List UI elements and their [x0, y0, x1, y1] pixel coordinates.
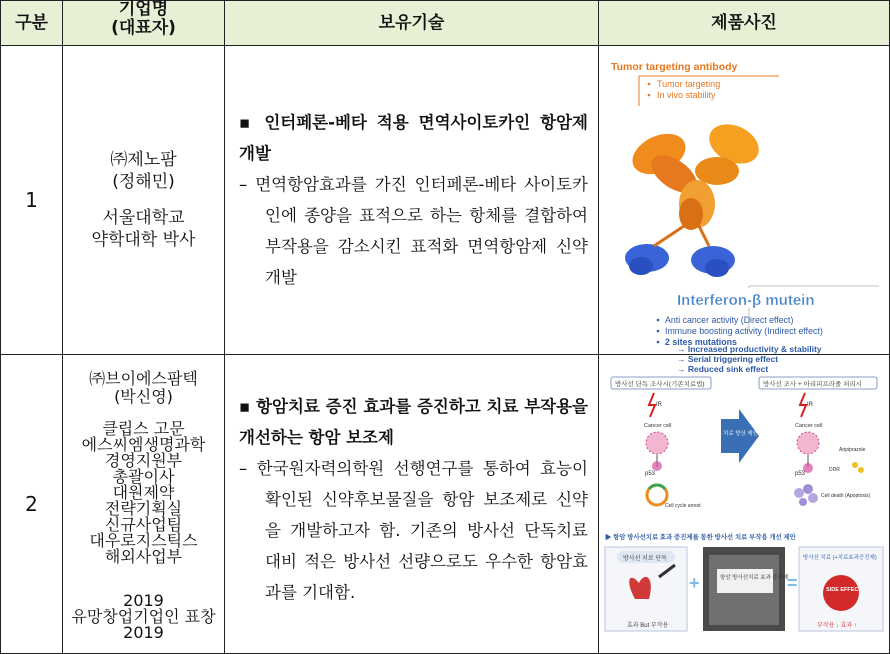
apoptosis-icon: [794, 484, 818, 506]
header-product-photo: 제품사진: [599, 1, 890, 46]
company-career: 클립스 고문: [102, 419, 185, 438]
header-technology: 보유기술: [225, 1, 599, 46]
product-photo-cell: [599, 355, 890, 654]
tech-bullet: ▪ 항암치료 증진 효과를 증진하고 치료 부작용을 개선하는 항암 보조제: [239, 397, 588, 447]
radiation-icon: [649, 393, 655, 417]
company-career: 신규사업팀: [104, 515, 183, 534]
figure-banner: ▶ 항암 방사선치료 효과 증진제를 통한 방사선 치료 부작용 개선 제안: [605, 534, 796, 541]
figure-bullet-bottom: 2 sites mutations: [665, 337, 737, 347]
company-ceo: (박신영): [114, 387, 173, 406]
side-effects-badge: [823, 575, 859, 611]
figure-arrow-item: → Increased productivity & stability: [677, 344, 822, 354]
figure-arrow-item: → Serial triggering effect: [677, 354, 779, 364]
company-career: 경영지원부: [104, 451, 183, 470]
figure-title: Tumor targeting antibody: [611, 61, 738, 73]
company-career: 대원제약: [112, 483, 175, 502]
tech-detail: – 한국원자력의학원 선행연구를 통하여 효능이 확인된 신약후보물질을 항암 보조제로 신약을 개발하고자 함. 기존의 방사선 단독치료 대비 적은 방사선 선량으로도 우수한 항암효과를 기대함.: [239, 459, 588, 602]
table-row: [1, 355, 890, 654]
table-row: [1, 46, 890, 355]
header-company: [63, 1, 225, 46]
row-number-text: 2: [25, 492, 38, 516]
right-title: 방사선 조사 + 아리피프라졸 처리시: [763, 381, 862, 388]
cell-cycle-label: Cell cycle arrest: [665, 503, 701, 509]
company-cell: [63, 355, 225, 654]
panel3-foot: 부작용 ↓ 효과 ↑: [817, 623, 857, 629]
aripiprazole-label: Aripiprazole: [839, 447, 866, 453]
product-photo-cell: [599, 46, 890, 374]
arrow-box-label: 치료 향상 제안: [723, 431, 758, 437]
cancer-cell-icon: [646, 432, 668, 454]
panel2-title: 항암 방사선치료 효과 증진제: [720, 575, 789, 581]
svg-text:=: =: [787, 573, 798, 593]
company-cell: [63, 46, 225, 355]
company-career: 해외사업부: [104, 547, 183, 566]
radiotherapy-figure: [599, 371, 888, 633]
company-career: 전략기획실: [104, 499, 183, 518]
header-company-line2: (대표자): [111, 18, 176, 38]
figure-bullet-bottom: Anti cancer activity (Direct effect): [665, 315, 794, 325]
panel1-title: 방사선 치료 단독: [623, 556, 667, 562]
company-career: 총괄이사: [112, 467, 175, 486]
svg-text:+: +: [689, 573, 700, 593]
figure-bullet-top: In vivo stability: [657, 90, 716, 100]
tech-bullet: ▪ 인터페론-베타 적용 면역사이토카인 항암제 개발: [239, 113, 588, 163]
header-category: 구분: [1, 1, 63, 46]
row-number: 1: [1, 46, 63, 355]
ir-label: IR: [807, 402, 813, 408]
company-name: ㈜제노팜: [110, 150, 177, 170]
row-number: [1, 355, 63, 654]
panel3-title: 방사선 치료 (+치료효과증진제): [803, 555, 877, 561]
p53-label: p53: [645, 471, 656, 477]
company-award: 2019: [123, 623, 164, 642]
cell-death-label: Cell death (Apoptosis): [821, 493, 871, 499]
antibody-figure: [599, 46, 888, 350]
panel1-foot: 효과 But 부작용: [627, 623, 669, 629]
cancer-cell-label: Cancer cell: [795, 423, 823, 429]
header-row: [1, 1, 890, 46]
side-effects-label: SIDE EFFECTS: [826, 587, 866, 593]
company-award: 2019: [123, 591, 164, 610]
company-career: 에스씨엠생명과학: [81, 435, 206, 454]
figure-bullet-top: Tumor targeting: [657, 79, 721, 89]
mutein-label: Interferon-β mutein: [677, 292, 815, 309]
figure-arrow-item: → Reduced sink effect: [677, 364, 769, 374]
figure-bullet-bottom: Immune boosting activity (Indirect effect): [665, 326, 823, 336]
cancer-cell-label: Cancer cell: [644, 423, 672, 429]
tech-detail: – 면역항암효과를 가진 인터페론-베타 사이토카인에 종양을 표적으로 하는 항체를 결합하여 부작용을 감소시킨 표적화 면역항암제 신약 개발: [239, 175, 588, 287]
ir-label: IR: [656, 402, 662, 408]
p53-label: p53: [795, 471, 806, 477]
header-company-line1: 기업명: [118, 0, 169, 19]
technology-cell: [225, 46, 599, 355]
left-title: 방사선 단독 조사시(기존치료법): [615, 381, 705, 388]
company-ceo: (정해민): [112, 172, 175, 192]
ddr-label: DDR: [829, 467, 840, 473]
company-name: ㈜브이에스팜텍: [89, 369, 198, 388]
company-career: 약학대학 박사: [91, 230, 196, 250]
technology-cell: [225, 355, 599, 654]
antibody-icon: [625, 117, 765, 277]
company-career: 대우로지스틱스: [89, 531, 198, 550]
company-award: 유망창업기업인 표창: [71, 607, 216, 626]
company-career: 서울대학교: [102, 208, 185, 228]
